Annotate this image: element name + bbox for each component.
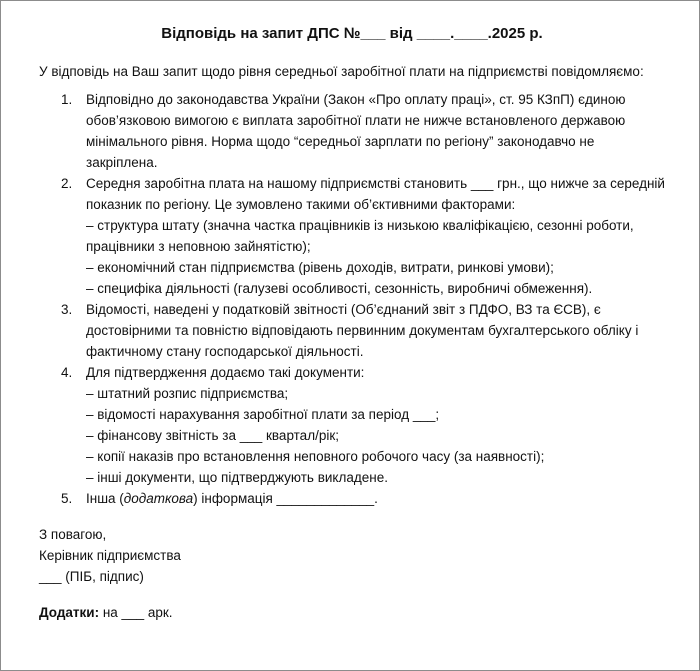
signature-salutation: З повагою,	[39, 527, 107, 542]
attachments-label: Додатки:	[39, 605, 100, 620]
list-item-number: 2.	[61, 176, 73, 191]
list-item-3	[39, 299, 665, 362]
list-item-italic-word: додаткова	[123, 491, 194, 506]
list-item-number: 5.	[61, 491, 73, 506]
list-item-4	[39, 362, 665, 488]
list-item-text: Відомості, наведені у податковій звітності (Об’єднаний звіт з ПДФО, ВЗ та ЄСВ), є достовірними та повністю відповідають первинним документам бухгалтерського обліку і фактичному стану господарської діяльності.	[86, 302, 639, 359]
list-item-text	[86, 173, 665, 299]
list-item-main-text: Середня заробітна плата на нашому підприємстві становить ___ грн., що нижче за середній показник по регіону. Це зумовлено такими об’єктивними факторами:	[86, 176, 665, 212]
list-item-main-text: Для підтвердження додаємо такі документи:	[86, 365, 365, 380]
list-item-1	[39, 89, 665, 173]
list-item-number: 1.	[61, 92, 73, 107]
list-item-text	[86, 488, 665, 509]
attachments-line	[39, 602, 665, 623]
attachments-text: на ___ арк.	[99, 605, 173, 620]
signature-position: Керівник підприємства	[39, 548, 181, 563]
list-item-text: Відповідно до законодавства України (Закон «Про оплату праці», ст. 95 КЗпП) єдиною обов’язковою вимогою є виплата заробітної плати не нижче встановленого державою мінімального рівня. Норма щодо “середньої зарплати по регіону” законодавчо не закріплена.	[86, 92, 626, 170]
list-item-suffix: ) інформація _____________.	[193, 491, 378, 506]
list-item-2	[39, 173, 665, 299]
list-item-text	[86, 362, 665, 488]
list-item-prefix: Інша (	[86, 491, 124, 506]
dash-subitem: – штатний розпис підприємства;	[86, 386, 289, 401]
dash-subitem: – економічний стан підприємства (рівень доходів, витрати, ринкові умови);	[86, 260, 554, 275]
dash-subitem: – специфіка діяльності (галузеві особливості, сезонність, виробничі обмеження).	[86, 281, 593, 296]
dash-subitem: – структура штату (значна частка працівників із низькою кваліфікацією, сезонні роботи, працівники з неповною зайнятістю);	[86, 218, 634, 254]
dash-subitem: – інші документи, що підтверджують викладене.	[86, 470, 388, 485]
list-item-number: 4.	[61, 365, 73, 380]
dash-subitem: – фінансову звітність за ___ квартал/рік;	[86, 428, 339, 443]
list-item-number: 3.	[61, 302, 73, 317]
dash-subitem: – відомості нарахування заробітної плати за період ___;	[86, 407, 440, 422]
signature-name-line: ___ (ПІБ, підпис)	[39, 569, 144, 584]
document-title: Відповідь на запит ДПС №___ від ____.____.2025 р.	[161, 25, 543, 42]
dash-subitem: – копії наказів про встановлення неповного робочого часу (за наявності);	[86, 449, 545, 464]
numbered-list	[39, 89, 665, 509]
signature-block	[39, 524, 665, 587]
intro-paragraph: У відповідь на Ваш запит щодо рівня середньої заробітної плати на підприємстві повідомляємо:	[39, 64, 644, 79]
list-item-5	[39, 488, 665, 509]
